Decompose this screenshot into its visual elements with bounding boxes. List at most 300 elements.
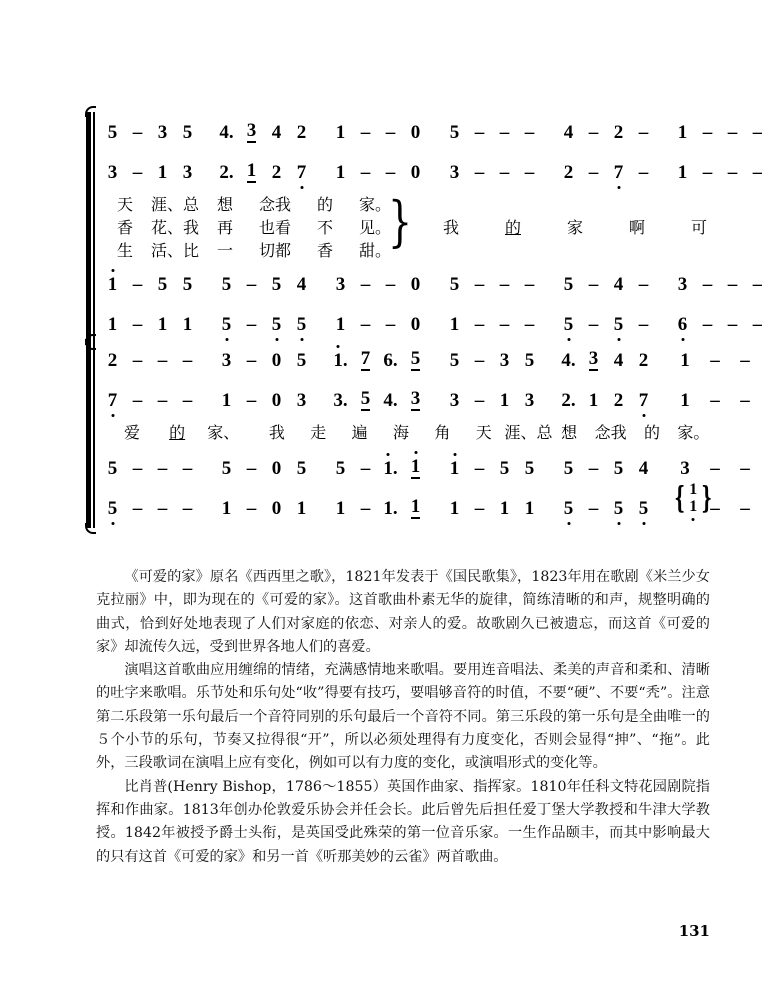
note-glyph: –: [727, 273, 738, 295]
note-glyph: 4: [219, 121, 229, 143]
paragraph-origin: 《可爱的家》原名《西西里之歌》，1821年发表于《国民歌集》，1823年用在歌剧《米兰少女克拉丽》中，即为现在的《可爱的家》。这首歌曲朴素无华的旋律，简练清晰的和声，规整明确的曲式，恰到好处地表现了人们对家庭的依恋、对亲人的爱。故歌剧久已被遗忘，而这首《可爱的家》却流传久远，受到世界各地人们的喜爱。: [96, 569, 710, 655]
note-glyph: –: [710, 349, 720, 371]
measure: [328, 315, 428, 334]
note-glyph: 5: [449, 349, 460, 371]
note-glyph: 6: [383, 349, 393, 371]
note-glyph: –: [182, 349, 193, 371]
note-cell: [264, 315, 289, 334]
note-glyph: –: [385, 121, 396, 143]
note-cell: [328, 123, 353, 142]
note-glyph: –: [727, 161, 738, 183]
note-cell: [353, 499, 378, 518]
lyric-syllable: 不: [316, 218, 333, 237]
note-glyph: 2: [561, 389, 571, 411]
note-cell: [581, 275, 606, 294]
lyric-syllable: 花、我: [150, 218, 199, 237]
measure: [214, 499, 314, 518]
note-cell: [125, 123, 150, 142]
note-cell: [556, 315, 581, 334]
note-glyph: 5: [221, 273, 232, 295]
note-cell: [328, 499, 353, 518]
note-cell: [631, 315, 656, 334]
augmentation-dot: .: [392, 497, 398, 519]
note-glyph: –: [246, 389, 257, 411]
lyric-syllable: 的: [643, 423, 660, 442]
note-cell: [378, 459, 403, 478]
measure: [100, 163, 200, 182]
note-cell: [581, 499, 606, 518]
note-cell: [556, 391, 581, 410]
note-cell: [700, 391, 730, 410]
note-glyph: –: [474, 161, 485, 183]
note-cell: [670, 459, 700, 478]
note-cell: [581, 391, 606, 410]
note-glyph: –: [132, 313, 143, 335]
measure: [556, 123, 656, 142]
note-cell: [745, 123, 762, 142]
note-glyph: 3: [680, 457, 690, 479]
note-cell: [631, 391, 656, 410]
note-cell: [100, 275, 125, 294]
note-glyph: 3: [449, 161, 460, 183]
note-glyph: –: [360, 273, 371, 295]
note-glyph: –: [132, 497, 143, 519]
note-glyph: –: [702, 313, 713, 335]
note-glyph: 5: [449, 121, 460, 143]
note-cell: [125, 351, 150, 370]
note-glyph: 1: [107, 313, 118, 335]
note-glyph: 1: [246, 160, 257, 181]
lyric-syllable: 的: [169, 423, 186, 442]
note-glyph: –: [752, 273, 762, 295]
measure: [328, 497, 428, 519]
note-cell: [442, 315, 467, 334]
lyric-syllable: 家。: [358, 195, 391, 214]
note-cell: [606, 315, 631, 334]
measure: [556, 391, 656, 410]
note-cell: [556, 351, 581, 370]
note-cell: [175, 163, 200, 182]
lyric-syllable: 天: [116, 195, 133, 214]
note-glyph: 1: [157, 161, 168, 183]
note-cell: [150, 123, 175, 142]
note-glyph: –: [638, 273, 649, 295]
note-cell: [492, 123, 517, 142]
note-cell: [175, 459, 200, 478]
note-glyph: 5: [524, 349, 535, 371]
note-cell: [631, 499, 656, 518]
note-cell: [492, 499, 517, 518]
note-cell: [670, 275, 695, 294]
lyric-syllable: 遍: [351, 423, 368, 442]
note-cell: [700, 459, 730, 478]
lyric-syllable: 家: [566, 218, 583, 237]
lyrics-verses-1: [100, 192, 714, 264]
note-cell: [100, 351, 125, 370]
note-glyph: 3: [107, 161, 118, 183]
note-glyph: 6: [677, 313, 688, 335]
note-glyph: –: [132, 273, 143, 295]
note-glyph: –: [182, 457, 193, 479]
note-glyph: –: [182, 389, 193, 411]
note-glyph: –: [702, 121, 713, 143]
note-glyph: 2: [638, 349, 649, 371]
note-cell: [403, 349, 428, 371]
measure: [670, 163, 762, 182]
note-cell: [556, 163, 581, 182]
note-glyph: –: [710, 457, 720, 479]
note-glyph: 3: [221, 349, 232, 371]
note-glyph: 5: [638, 497, 649, 519]
note-glyph: 5: [296, 349, 307, 371]
note-cell: [125, 499, 150, 518]
note-cell: [442, 275, 467, 294]
note-glyph: 1: [157, 313, 168, 335]
note-cell: [606, 391, 631, 410]
note-cell: [353, 315, 378, 334]
measure: [328, 457, 428, 479]
note-glyph: 5: [449, 273, 460, 295]
measure: [100, 391, 200, 410]
measure: [214, 315, 314, 334]
note-cell: [403, 275, 428, 294]
note-cell: [631, 163, 656, 182]
note-cell: [214, 163, 239, 182]
note-cell: [442, 499, 467, 518]
note-cell: [606, 123, 631, 142]
staff-soprano: [100, 340, 750, 380]
note-cell: [150, 499, 175, 518]
note-glyph: 5: [563, 313, 574, 335]
note-cell: [556, 499, 581, 518]
note-cell: [492, 275, 517, 294]
note-cell: [150, 315, 175, 334]
note-cell: [720, 163, 745, 182]
note-cell: [289, 391, 314, 410]
lyric-syllable: 生: [116, 241, 133, 260]
measure: [328, 163, 428, 182]
note-glyph: –: [727, 313, 738, 335]
note-glyph: 5: [107, 457, 118, 479]
measure: [100, 499, 200, 518]
note-cell: [730, 499, 760, 518]
note-glyph: 1: [677, 161, 688, 183]
note-cell: [581, 163, 606, 182]
lyric-syllable: 角: [434, 423, 451, 442]
note-glyph: 1: [410, 496, 421, 517]
note-cell: [670, 315, 695, 334]
note-glyph: 5: [563, 497, 574, 519]
note-glyph: –: [702, 273, 713, 295]
note-glyph: 1: [410, 456, 421, 477]
note-cell: [606, 351, 631, 370]
note-glyph: 3: [246, 120, 257, 141]
note-glyph: 3: [296, 389, 307, 411]
note-glyph: –: [157, 349, 168, 371]
note-cell: [378, 351, 403, 370]
note-glyph: –: [740, 389, 750, 411]
note-cell: [289, 459, 314, 478]
note-glyph: –: [499, 313, 510, 335]
note-cell: [492, 315, 517, 334]
note-cell: [517, 123, 542, 142]
note-cell: [214, 459, 239, 478]
note-cell: [517, 391, 542, 410]
staff-bass: [100, 481, 750, 528]
note-cell: [745, 163, 762, 182]
note-cell: [467, 351, 492, 370]
augmentation-dot: .: [228, 121, 234, 143]
note-glyph: –: [182, 497, 193, 519]
note-glyph: –: [132, 457, 143, 479]
lyric-syllable: 家。: [677, 423, 710, 442]
note-cell: [606, 275, 631, 294]
note-glyph: 1: [449, 457, 460, 479]
note-glyph: –: [752, 313, 762, 335]
lyric-syllable: 也看: [258, 218, 291, 237]
staff-soprano: [100, 112, 762, 152]
measure: [100, 351, 200, 370]
note-cell: [100, 163, 125, 182]
measure: [328, 389, 428, 411]
note-cell: [289, 351, 314, 370]
note-cell: [289, 275, 314, 294]
measure: [328, 275, 428, 294]
lyric-syllable: 家、: [207, 423, 240, 442]
note-cell: [328, 275, 353, 294]
note-glyph: 0: [271, 389, 282, 411]
note-glyph: –: [638, 121, 649, 143]
measure: [670, 351, 760, 370]
note-cell: [175, 391, 200, 410]
note-cell: [353, 163, 378, 182]
note-glyph: 2: [296, 121, 307, 143]
note-glyph: 1: [335, 161, 346, 183]
note-cell: [606, 459, 631, 478]
note-cell: [467, 391, 492, 410]
note-glyph: –: [360, 121, 371, 143]
note-cell: [745, 315, 762, 334]
measure: [442, 123, 542, 142]
lyric-syllable: 海: [393, 423, 410, 442]
augmentation-dot: .: [228, 161, 234, 183]
note-cell: [730, 459, 760, 478]
note-glyph: 0: [271, 349, 282, 371]
note-glyph: 3: [410, 388, 421, 409]
augmentation-dot: .: [570, 349, 576, 371]
lyric-syllable: 切都: [258, 241, 291, 260]
note-cell: [695, 275, 720, 294]
note-glyph: 3: [588, 348, 599, 369]
note-glyph: –: [638, 313, 649, 335]
note-cell: [289, 499, 314, 518]
note-glyph: –: [360, 497, 371, 519]
note-cell: [150, 351, 175, 370]
note-cell: [175, 123, 200, 142]
note-glyph: 1: [182, 313, 193, 335]
note-glyph: –: [157, 457, 168, 479]
commentary-text: [96, 566, 710, 869]
note-glyph: 1: [449, 313, 460, 335]
note-glyph: –: [474, 497, 485, 519]
note-cell: [289, 163, 314, 182]
note-cell: [100, 315, 125, 334]
note-glyph: –: [740, 349, 750, 371]
note-glyph: 5: [182, 121, 193, 143]
note-cell: [214, 123, 239, 142]
note-glyph: 5: [221, 457, 232, 479]
note-glyph: –: [710, 389, 720, 411]
lyric-syllable: 的: [316, 195, 333, 214]
note-glyph: 3: [449, 389, 460, 411]
note-cell: [467, 499, 492, 518]
lyric-syllable: 涯、总: [504, 423, 553, 442]
measure: [214, 275, 314, 294]
note-glyph: –: [474, 273, 485, 295]
note-cell: [353, 275, 378, 294]
note-glyph: –: [132, 161, 143, 183]
note-cell: [556, 459, 581, 478]
note-cell: [239, 315, 264, 334]
note-glyph: –: [474, 349, 485, 371]
note-glyph: –: [246, 497, 257, 519]
note-glyph: 7: [613, 161, 624, 183]
augmentation-dot: .: [392, 389, 398, 411]
note-glyph: 0: [271, 457, 282, 479]
note-glyph: 5: [182, 273, 193, 295]
note-cell: [214, 275, 239, 294]
lyric-syllable: 想: [561, 423, 578, 442]
lyric-syllable: 一: [216, 241, 233, 260]
note-cell: [328, 459, 353, 478]
note-glyph: 1: [383, 497, 393, 519]
note-cell: [100, 459, 125, 478]
note-glyph: 5: [335, 457, 346, 479]
note-cell: [403, 457, 428, 479]
note-glyph: 5: [410, 348, 421, 369]
note-cell: [100, 123, 125, 142]
lyric-line-tail: [420, 215, 730, 238]
note-glyph: 1: [335, 121, 346, 143]
note-glyph: 1: [221, 389, 232, 411]
note-glyph: –: [474, 121, 485, 143]
note-glyph: 1: [677, 121, 688, 143]
note-cell: [467, 315, 492, 334]
note-cell: [606, 163, 631, 182]
note-glyph: 4: [563, 121, 574, 143]
note-cell: [517, 275, 542, 294]
score-system-2: [84, 340, 750, 528]
note-cell: [700, 351, 730, 370]
note-glyph: 5: [613, 457, 624, 479]
note-cell: [239, 459, 264, 478]
lyrics-verses-2: [100, 420, 714, 448]
note-glyph: 5: [296, 313, 307, 335]
note-glyph: 4: [613, 349, 624, 371]
note-glyph: 1: [680, 349, 690, 371]
note-glyph: 1: [296, 497, 307, 519]
note-glyph: 1: [499, 497, 510, 519]
note-cell: [442, 391, 467, 410]
measure: [100, 315, 200, 334]
note-cell: [581, 349, 606, 371]
note-glyph: –: [588, 121, 599, 143]
note-glyph: 2: [107, 349, 118, 371]
staff-bass: [100, 304, 762, 344]
note-glyph: –: [360, 457, 371, 479]
note-cell: [492, 459, 517, 478]
note-cell: [264, 123, 289, 142]
note-glyph: 5: [157, 273, 168, 295]
note-glyph: 0: [410, 161, 421, 183]
chord-brace: { 1 1 }: [674, 481, 713, 516]
note-cell: [100, 499, 125, 518]
note-glyph: –: [588, 161, 599, 183]
measure: [556, 163, 656, 182]
lyric-syllable: 甜。: [358, 241, 391, 260]
note-cell: [100, 391, 125, 410]
note-glyph: 1: [335, 313, 346, 335]
note-cell: [606, 499, 631, 518]
note-cell: [581, 123, 606, 142]
note-glyph: –: [246, 313, 257, 335]
note-cell: [730, 351, 760, 370]
note-glyph: –: [246, 349, 257, 371]
measure: [556, 275, 656, 294]
note-glyph: –: [727, 121, 738, 143]
note-cell: [631, 275, 656, 294]
note-cell: [631, 351, 656, 370]
note-cell: [353, 389, 378, 411]
note-cell: [720, 315, 745, 334]
measure: [214, 351, 314, 370]
lyric-syllable: 念我: [258, 195, 291, 214]
measure: [556, 459, 656, 478]
note-glyph: 5: [107, 121, 118, 143]
system-bracket-icon: [84, 340, 96, 528]
note-glyph: –: [246, 457, 257, 479]
lyric-syllable: 啊: [628, 218, 645, 237]
note-cell: [670, 123, 695, 142]
note-glyph: –: [360, 313, 371, 335]
lyric-syllable: 香: [316, 241, 333, 260]
note-cell: [581, 459, 606, 478]
measure: [670, 391, 760, 410]
note-glyph: 5: [499, 457, 510, 479]
note-cell: [353, 459, 378, 478]
page-number: 131: [678, 922, 710, 940]
note-glyph: 1: [107, 273, 118, 295]
augmentation-dot: .: [342, 389, 348, 411]
note-cell: [403, 123, 428, 142]
measure: [670, 459, 760, 478]
note-cell: [289, 123, 314, 142]
note-glyph: –: [132, 389, 143, 411]
note-cell: [125, 315, 150, 334]
note-glyph: –: [499, 161, 510, 183]
paragraph-composer-bio: 比肖普(Henry Bishop，1786～1855）英国作曲家、指挥家。1810年任科文特花园剧院指挥和作曲家。1813年创办伦敦爱乐协会并任会长。此后曾先后担任爱丁堡大学教授和牛津大学教授。1842年被授予爵士头衔，是英国受此殊荣的第一位音乐家。一生作品颐丰，而其中影响最大的只有这首《可爱的家》和另一首《听那美妙的云雀》两首歌曲。: [96, 778, 710, 865]
measure: [442, 275, 542, 294]
measure: [442, 315, 542, 334]
augmentation-dot: .: [392, 349, 398, 371]
note-glyph: –: [385, 273, 396, 295]
note-cell: [403, 497, 428, 519]
note-glyph: –: [360, 161, 371, 183]
note-cell: [467, 275, 492, 294]
note-cell: [239, 351, 264, 370]
note-glyph: 3: [677, 273, 688, 295]
note-glyph: 1: [221, 497, 232, 519]
